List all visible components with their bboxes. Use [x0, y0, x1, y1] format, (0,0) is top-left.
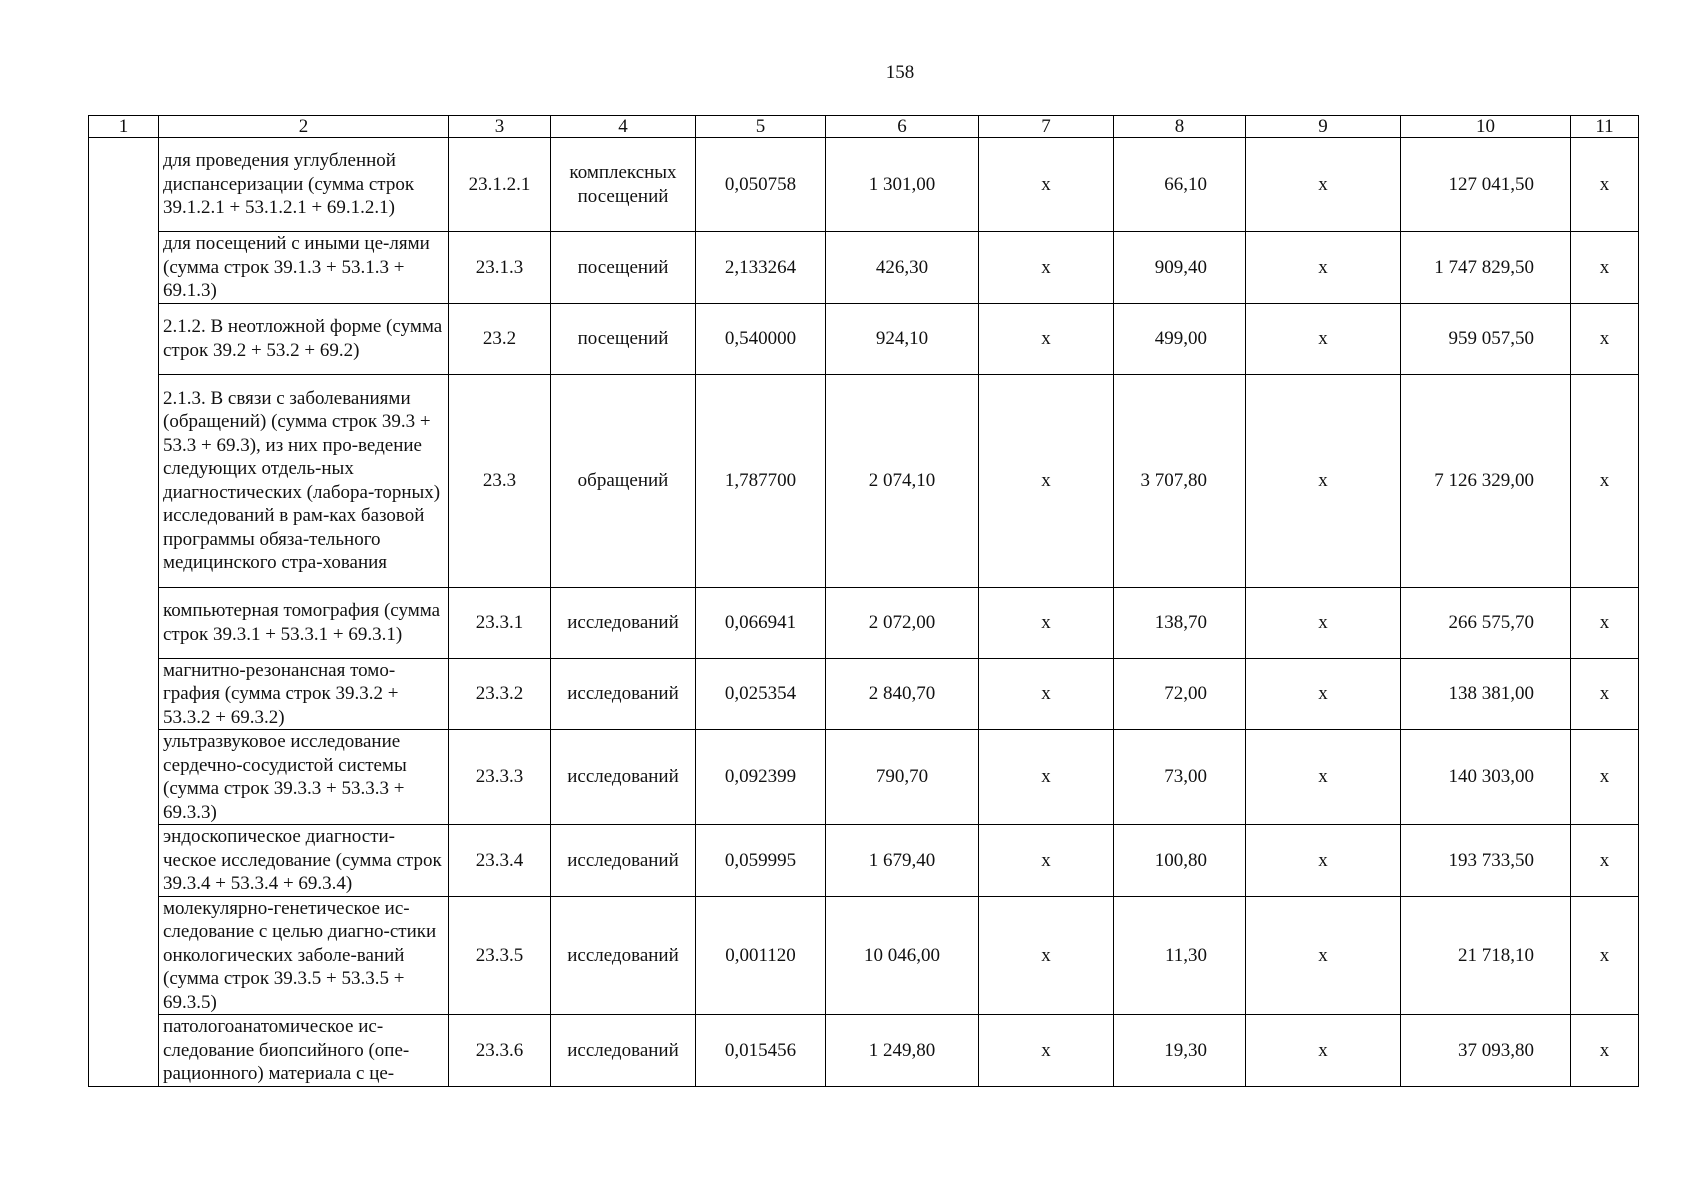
- value-cell-8: 138,70: [1114, 587, 1246, 658]
- value-cell-5: 0,092399: [696, 730, 826, 825]
- row-code-cell: 23.3.6: [449, 1015, 551, 1087]
- value-cell-10: 21 718,10: [1401, 896, 1571, 1015]
- value-cell-10: 140 303,00: [1401, 730, 1571, 825]
- row-unit-cell: исследований: [551, 658, 696, 730]
- value-cell-10: 959 057,50: [1401, 303, 1571, 374]
- row-name-cell: для посещений с иными це-лями (сумма строк 39.1.3 + 53.1.3 + 69.1.3): [159, 232, 449, 304]
- value-cell-7: х: [979, 1015, 1114, 1087]
- table-row: [89, 138, 1639, 232]
- column-number: 6: [826, 116, 979, 138]
- value-cell-11: х: [1571, 730, 1639, 825]
- value-cell-11: х: [1571, 138, 1639, 232]
- value-cell-8: 66,10: [1114, 138, 1246, 232]
- row-name-cell: магнитно-резонансная томо-графия (сумма строк 39.3.2 + 53.3.2 + 69.3.2): [159, 658, 449, 730]
- row-code-cell: 23.3.5: [449, 896, 551, 1015]
- value-cell-11: х: [1571, 587, 1639, 658]
- value-cell-8: 499,00: [1114, 303, 1246, 374]
- value-cell-7: х: [979, 896, 1114, 1015]
- row-name-cell: ультразвуковое исследование сердечно-сосудистой системы (сумма строк 39.3.3 + 53.3.3 + 69.3.3): [159, 730, 449, 825]
- row-unit-cell: посещений: [551, 232, 696, 304]
- value-cell-6: 1 249,80: [826, 1015, 979, 1087]
- value-cell-9: х: [1246, 658, 1401, 730]
- row-group-cell: [89, 138, 159, 1087]
- value-cell-5: 0,015456: [696, 1015, 826, 1087]
- value-cell-7: х: [979, 232, 1114, 304]
- value-cell-6: 2 074,10: [826, 374, 979, 587]
- row-name-cell: 2.1.3. В связи с заболеваниями (обращений) (сумма строк 39.3 + 53.3 + 69.3), из них про-ведение следующих отдель-ных диагностических (лабора-торных) исследований в рам-ках базовой программы обяза-тельного медицинского стра-хования: [159, 374, 449, 587]
- column-number: 11: [1571, 116, 1639, 138]
- row-code-cell: 23.3: [449, 374, 551, 587]
- column-number: 9: [1246, 116, 1401, 138]
- value-cell-8: 100,80: [1114, 825, 1246, 897]
- value-cell-9: х: [1246, 825, 1401, 897]
- value-cell-9: х: [1246, 232, 1401, 304]
- row-unit-cell: посещений: [551, 303, 696, 374]
- value-cell-6: 426,30: [826, 232, 979, 304]
- value-cell-6: 1 679,40: [826, 825, 979, 897]
- row-unit-cell: исследований: [551, 730, 696, 825]
- column-number: 2: [159, 116, 449, 138]
- value-cell-6: 2 840,70: [826, 658, 979, 730]
- column-number: 1: [89, 116, 159, 138]
- value-cell-11: х: [1571, 303, 1639, 374]
- value-cell-5: 1,787700: [696, 374, 826, 587]
- value-cell-5: 0,001120: [696, 896, 826, 1015]
- table-row: [89, 232, 1639, 304]
- value-cell-5: 0,066941: [696, 587, 826, 658]
- table-row: [89, 896, 1639, 1015]
- value-cell-10: 37 093,80: [1401, 1015, 1571, 1087]
- table-row: [89, 374, 1639, 587]
- value-cell-6: 2 072,00: [826, 587, 979, 658]
- row-name-cell: компьютерная томография (сумма строк 39.3.1 + 53.3.1 + 69.3.1): [159, 587, 449, 658]
- table-row: [89, 730, 1639, 825]
- row-unit-cell: исследований: [551, 825, 696, 897]
- column-number-row: [89, 116, 1639, 138]
- column-number: 5: [696, 116, 826, 138]
- data-table: [88, 115, 1639, 1087]
- value-cell-8: 72,00: [1114, 658, 1246, 730]
- value-cell-7: х: [979, 138, 1114, 232]
- value-cell-11: х: [1571, 1015, 1639, 1087]
- value-cell-7: х: [979, 658, 1114, 730]
- value-cell-5: 0,050758: [696, 138, 826, 232]
- row-unit-cell: исследований: [551, 587, 696, 658]
- value-cell-9: х: [1246, 374, 1401, 587]
- value-cell-9: х: [1246, 138, 1401, 232]
- value-cell-8: 3 707,80: [1114, 374, 1246, 587]
- value-cell-8: 909,40: [1114, 232, 1246, 304]
- value-cell-6: 924,10: [826, 303, 979, 374]
- value-cell-11: х: [1571, 896, 1639, 1015]
- column-number: 10: [1401, 116, 1571, 138]
- page-number: 158: [885, 62, 915, 83]
- row-name-cell: для проведения углубленной диспансеризации (сумма строк 39.1.2.1 + 53.1.2.1 + 69.1.2.1): [159, 138, 449, 232]
- value-cell-11: х: [1571, 374, 1639, 587]
- row-code-cell: 23.1.3: [449, 232, 551, 304]
- row-code-cell: 23.3.4: [449, 825, 551, 897]
- value-cell-10: 7 126 329,00: [1401, 374, 1571, 587]
- value-cell-7: х: [979, 303, 1114, 374]
- row-code-cell: 23.3.1: [449, 587, 551, 658]
- row-code-cell: 23.1.2.1: [449, 138, 551, 232]
- value-cell-8: 73,00: [1114, 730, 1246, 825]
- row-name-cell: 2.1.2. В неотложной форме (сумма строк 39.2 + 53.2 + 69.2): [159, 303, 449, 374]
- column-number: 8: [1114, 116, 1246, 138]
- row-unit-cell: исследований: [551, 1015, 696, 1087]
- value-cell-8: 11,30: [1114, 896, 1246, 1015]
- row-unit-cell: обращений: [551, 374, 696, 587]
- value-cell-10: 193 733,50: [1401, 825, 1571, 897]
- table-row: [89, 1015, 1639, 1087]
- value-cell-10: 266 575,70: [1401, 587, 1571, 658]
- table-row: [89, 587, 1639, 658]
- value-cell-6: 10 046,00: [826, 896, 979, 1015]
- value-cell-9: х: [1246, 730, 1401, 825]
- value-cell-9: х: [1246, 587, 1401, 658]
- row-name-cell: патологоанатомическое ис-следование биопсийного (опе-рационного) материала с це-: [159, 1015, 449, 1087]
- value-cell-5: 0,540000: [696, 303, 826, 374]
- value-cell-5: 2,133264: [696, 232, 826, 304]
- value-cell-7: х: [979, 825, 1114, 897]
- value-cell-10: 1 747 829,50: [1401, 232, 1571, 304]
- row-code-cell: 23.3.2: [449, 658, 551, 730]
- row-code-cell: 23.2: [449, 303, 551, 374]
- value-cell-7: х: [979, 587, 1114, 658]
- value-cell-9: х: [1246, 896, 1401, 1015]
- value-cell-5: 0,059995: [696, 825, 826, 897]
- value-cell-10: 127 041,50: [1401, 138, 1571, 232]
- value-cell-7: х: [979, 374, 1114, 587]
- row-name-cell: молекулярно-генетическое ис-следование с целью диагно-стики онкологических заболе-ваний (сумма строк 39.3.5 + 53.3.5 + 69.3.5): [159, 896, 449, 1015]
- table-row: [89, 825, 1639, 897]
- row-code-cell: 23.3.3: [449, 730, 551, 825]
- value-cell-9: х: [1246, 303, 1401, 374]
- value-cell-11: х: [1571, 825, 1639, 897]
- row-name-cell: эндоскопическое диагности-ческое исследование (сумма строк 39.3.4 + 53.3.4 + 69.3.4): [159, 825, 449, 897]
- column-number: 7: [979, 116, 1114, 138]
- table-row: [89, 658, 1639, 730]
- value-cell-10: 138 381,00: [1401, 658, 1571, 730]
- value-cell-9: х: [1246, 1015, 1401, 1087]
- row-unit-cell: исследований: [551, 896, 696, 1015]
- row-unit-cell: комплексных посещений: [551, 138, 696, 232]
- column-number: 3: [449, 116, 551, 138]
- value-cell-7: х: [979, 730, 1114, 825]
- value-cell-6: 790,70: [826, 730, 979, 825]
- table-row: [89, 303, 1639, 374]
- value-cell-11: х: [1571, 658, 1639, 730]
- column-number: 4: [551, 116, 696, 138]
- value-cell-5: 0,025354: [696, 658, 826, 730]
- value-cell-8: 19,30: [1114, 1015, 1246, 1087]
- value-cell-6: 1 301,00: [826, 138, 979, 232]
- value-cell-11: х: [1571, 232, 1639, 304]
